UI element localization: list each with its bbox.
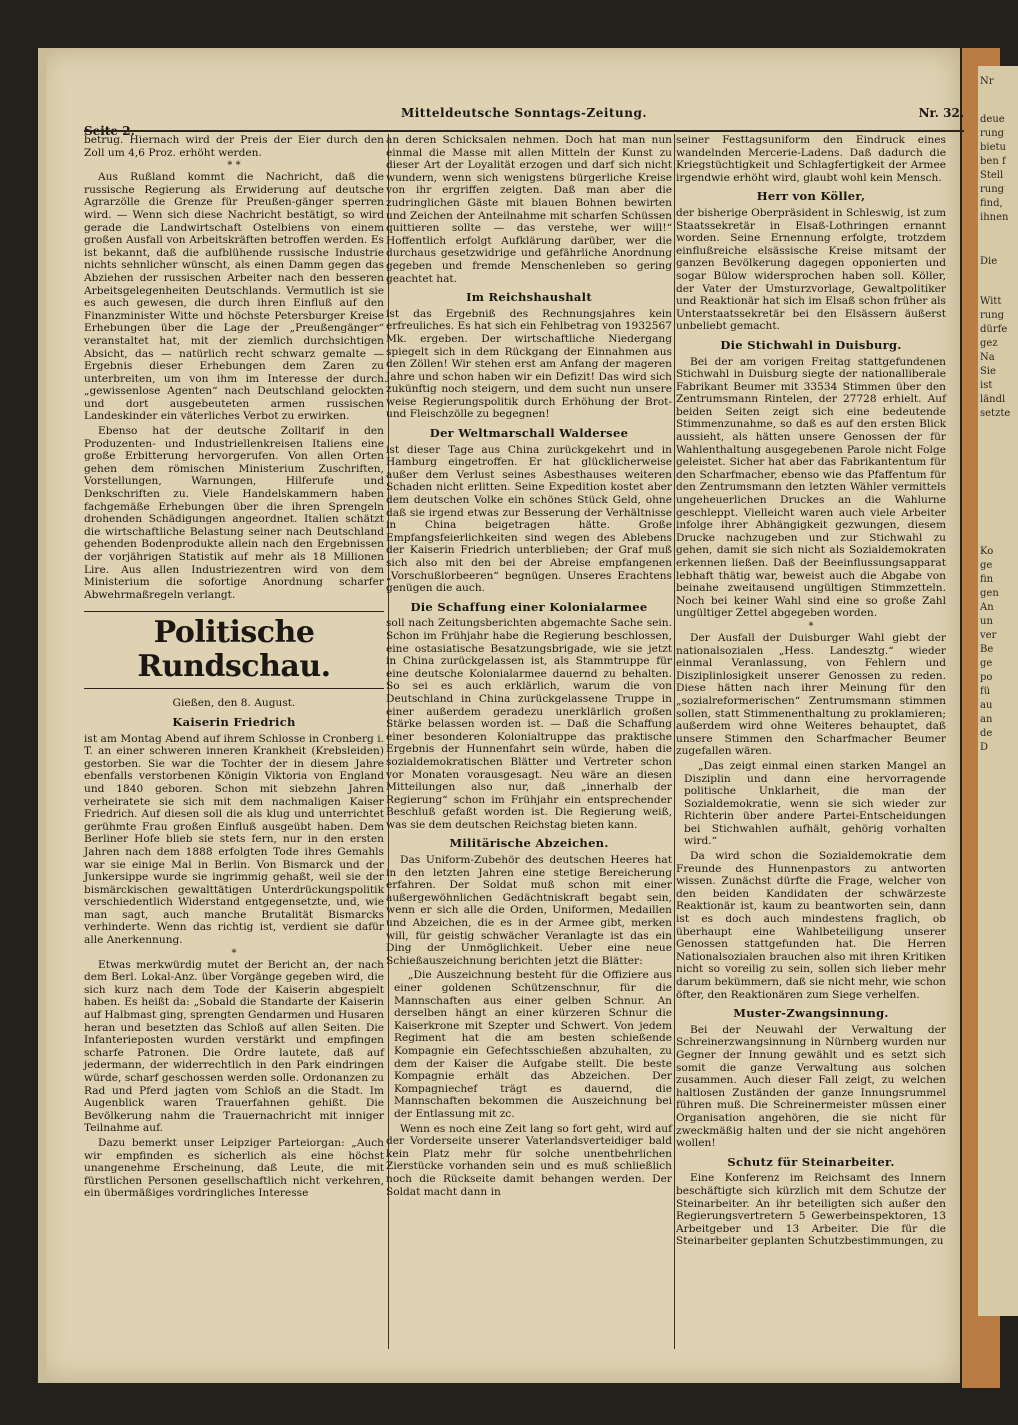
adjacent-page-fragment: An — [980, 602, 994, 613]
article-heading: Militärische Abzeichen. — [449, 836, 609, 851]
adjacent-page-fragment: rung — [980, 184, 1005, 195]
paragraph: Der Ausfall der Duisburger Wahl giebt der nationalsozialen „Hess. Landesztg.“ wieder einmal Veranlassung, von Fehlern und Disziplinlosigkeit unserer Genossen zu reden. Diese hätten nach ihrer Meinung für den „sozialreformerischen“ Zentrumsmann stimmen sollen, statt Stimmenenthaltung zu proklamieren; außerdem wird ohne Weiteres behauptet, daß unsere Stimmen den Scharfmacher Beumer zugefallen wären. — [676, 631, 946, 758]
quoted-paragraph: „Das zeigt einmal einen starken Mangel an Disziplin und dann eine hervorragende politische Unklarheit, die man der Sozialdemokratie, wenn sie sich wieder zur Richterin über andere Partei-Entscheidungen bei Stichwahlen aufhält, gehörig vorhalten wird.“ — [684, 759, 946, 848]
adjacent-page-fragment: fin — [980, 574, 994, 585]
paragraph: ist am Montag Abend auf ihrem Schlosse in Cronberg i. T. an einer schweren inneren Krankheit (Krebsleiden) gestorben. Sie war die Tochter der in diesem Jahre ebenfalls verstorbenen Königin Viktoria von England und 1840 geboren. Schon mit siebzehn Jahren verheiratete sie sich mit dem nachmaligen Kaiser Friedrich. Auf diesen soll die als klug und unterrichtet gerühmte Frau großen Einfluß ausgeübt haben. Dem Berliner Hofe blieb sie stets fern, nur in den ersten Jahren nach dem 1888 erfolgten Tode ihres Gemahls war sie einige Mal in Berlin. Von Bismarck und der Junkersippe wurde sie ingrimmig gehaßt, weil sie der bismärckischen gewalttätigen Unterdrückungspolitik verschiedentlich Widerstand entgegensetzte, und, wie man sagt, auch manche Brutalität Bismarcks verhinderte. Wenn das richtig ist, verdient sie dafür alle Anerkennung. — [84, 732, 384, 947]
paragraph: ist dieser Tage aus China zurückgekehrt und in Hamburg eingetroffen. Er hat glücklicherweise außer dem Verlust seines Asbesthauses weiteren Schaden nicht erlitten. Seine Expedition kostet aber dem deutschen Volke ein schönes Stück Geld, ohne daß sie irgend etwas zur Besserung der Verhältnisse in China beigetragen hätte. Große Empfangsfeierlichkeiten sind wegen des Ablebens der Kaiserin Friedrich unterblieben; der Graf muß sich also mit den bei der Abreise empfangenen „Vorschußlorbeeren“ begnügen. Unseres Erachtens genügen die auch. — [386, 443, 672, 595]
separator-asterisks: * * — [227, 160, 241, 172]
paragraph: betrug. Hiernach wird der Preis der Eier durch den Zoll um 4,6 Proz. erhöht werden. — [84, 134, 384, 159]
dateline: Gießen, den 8. August. — [172, 697, 296, 710]
adjacent-page-fragment: ge — [980, 560, 993, 571]
paragraph: Eine Konferenz im Reichsamt des Innern beschäftigte sich kürzlich mit dem Schutze der Steinarbeiter. An ihr beteiligten sich außer den Regierungsvertretern 5 Gewerbeinspektoren, 13 Arbeitgeber und 13 Arbeiter. Die für die Steinarbeiter geplanten Schutzbestimmungen, zu — [676, 1172, 946, 1248]
adjacent-page-fragment: gen — [980, 588, 999, 599]
separator-asterisk: * — [231, 947, 237, 959]
separator-asterisk: * — [808, 620, 814, 632]
adjacent-page-fragment: un — [980, 616, 993, 627]
adjacent-page-fragment: Be — [980, 644, 994, 655]
adjacent-page-fragment: dürfe — [980, 324, 1008, 335]
paragraph: Aus Rußland kommt die Nachricht, daß die russische Regierung als Erwiderung auf deutsche Agrarzölle die Grenze für Preußen-gänger sperren wird. — Wenn sich diese Nachricht bestätigt, so wird gerade die Landwirtschaft Ostelbiens von einem großen Ausfall von Arbeitskräften betroffen werden. Es ist bekannt, daß die aufblühende russische Industrie nichts sehnlicher wünscht, als einen Damm gegen das Abziehen der russischen Arbeiter nach den besseren Arbeitsgelegenheiten Deutschlands. Vermutlich ist sie es auch gewesen, die durch ihren Einfluß auf den Finanzminister Witte und höchste Petersburger Kreise Erhebungen über die Lage der „Preußengänger“ veranstaltet hat, mit der ziemlich durchsichtigen Absicht, das — natürlich recht schwarz gemalte — Ergebnis dieser Erhebungen dem Zaren zu unterbreiten, um von ihm im Interesse der durch „gewissenlose Agenten“ nach Deutschland gelockten und dort ausgebeuteten armen russischen Landeskinder ein väterliches Verbot zu erwirken. — [84, 171, 384, 423]
adjacent-page-fragment: setzte — [980, 408, 1011, 419]
column-1 — [84, 134, 384, 1202]
paragraph: an deren Schicksalen nehmen. Doch hat man nun einmal die Masse mit allen Mitteln der Kunst zu dieser Art der Loyalität erzogen und darf sich nicht wundern, wenn sich wenigstens bürgerliche Kreise von ihr ergriffen zeigten. Daß man aber die zudringlichen Gäste mit blauen Bohnen bewirten und Zeichen der Anteilnahme mit scharfen Schüssen quittieren sollte — das verstehe, wer will!“ Hoffentlich erfolgt Aufklärung darüber, wer die durchaus gesetzwidrige und gefährliche Anordnung gegeben und fremde Menschenleben so gering geachtet hat. — [386, 134, 672, 285]
paragraph: Ebenso hat der deutsche Zolltarif in den Produzenten- und Industriellenkreisen Italiens eine große Erbitterung hervorgerufen. Von allen Orten gehen dem römischen Ministerium Zuschriften, Vorstellungen, Warnungen, Hilferufe und Denkschriften zu. Viele Handelskammern haben fachgemäße Erhebungen über die ihren Sprengeln drohenden Schädigungen angeordnet. Italien schätzt die wirtschaftliche Belastung seiner nach Deutschland gehenden Bodenprodukte allein nach den Ergebnissen der vorjährigen Statistik auf mehr als 18 Millionen Lire. Aus allen Industriezentren wird von dem Ministerium die sofortige Anordnung scharfer Abwehrmaßregeln verlangt. — [84, 425, 384, 601]
adjacent-page-fragment: ver — [980, 630, 997, 641]
page-binding-edge — [38, 48, 46, 1383]
paragraph: Wenn es noch eine Zeit lang so fort geht, wird auf der Vorderseite unserer Vaterlandsverteidiger bald kein Platz mehr für solche unentbehrlichen Zierstücke vorhanden sein und es muß schließlich noch die Rückseite damit behangen werden. Der Soldat macht dann in — [386, 1122, 672, 1198]
paragraph: soll nach Zeitungsberichten abgemachte Sache sein. Schon im Frühjahr habe die Regierung beschlossen, eine ostasiatische Besatzungsbrigade, wie sie jetzt in China zurückgelassen ist, als Stammtruppe für eine deutsche Kolonialarmee dauernd zu behalten. So sei es auch erklärlich, warum die von Deutschland in China zurückgelassene Truppe in einer außerdem geradezu unerklärlich großen Stärke belassen worden ist. — Daß die Schaffung einer besonderen Kolonialtruppe das praktische Ergebnis der Hunnenfahrt sein würde, haben die sozialdemokratischen Blätter und Vertreter schon vor Monaten vorausgesagt. Neu wäre an diesen Mitteilungen also nur, daß „innerhalb der Regierung“ schon im Frühjahr ein entsprechender Beschluß gefaßt worden ist. Die Regierung weiß, was sie dem deutschen Reichstag bieten kann. — [386, 617, 672, 831]
adjacent-page-fragment: Witt — [980, 296, 1002, 307]
paragraph: der bisherige Oberpräsident in Schleswig, ist zum Staatssekretär in Elsaß-Lothringen ernannt worden. Seine Ernennung erfolgte, trotzdem einflußreiche elsässische Kreise mitsamt der ganzen Bevölkerung dagegen opponierten und sogar Bülow widersprochen haben soll. Köller, der Vater der Umsturzvorlage, Gewaltpolitiker und Reaktionär hat sich im Elsaß schon früher als Unterstaatssekretär bei den Elsässern äußerst unbeliebt gemacht. — [676, 206, 946, 333]
article-heading: Die Schaffung einer Kolonialarmee — [410, 599, 648, 614]
article-heading: Der Weltmarschall Waldersee — [429, 426, 629, 441]
adjacent-page-fragment: ländl — [980, 394, 1006, 405]
adjacent-page-fragment: Na — [980, 352, 995, 363]
paragraph: ist das Ergebniß des Rechnungsjahres kein erfreuliches. Es hat sich ein Fehlbetrag von 1932567 Mk. ergeben. Der wirtschaftliche Niedergang spiegelt sich in dem Rückgang der Einnahmen aus den Zöllen! Wir stehen erst am Anfang der mageren Jahre und schon haben wir ein Defizit! Das wird sich zukünftig noch steigern, und dem sucht nun unsere weise Regierungspolitik durch Erhöhung der Brot- und Fleischzölle zu begegnen! — [386, 307, 672, 421]
paragraph: Das Uniform-Zubehör des deutschen Heeres hat in den letzten Jahren eine stetige Bereicherung erfahren. Der Soldat muß schon mit einer außergewöhnlichen Gedächtniskraft begabt sein, wenn er sich alle die Orden, Uniformen, Medaillen und Abzeichen, die es in der Armee gibt, merken will, für geistig schwächer Veranlagte ist das ein Ding der Unmöglichkeit. Ueber eine neue Schießauszeichnung berichten jetzt die Blätter: — [386, 854, 672, 967]
article-heading: Kaiserin Friedrich — [172, 714, 296, 729]
adjacent-page-fragment: Nr — [980, 76, 994, 87]
column-divider — [674, 134, 675, 1349]
adjacent-page-strip — [978, 66, 1018, 1316]
paragraph: seiner Festtagsuniform den Eindruck eines wandelnden Mercerie-Ladens. Daß dadurch die Kriegstüchtigkeit und Schlagfertigkeit der Armee irgendwie erhöht wird, glaubt wohl kein Mensch. — [676, 134, 946, 184]
header-rule — [84, 130, 964, 132]
adjacent-page-fragment: de — [980, 728, 993, 739]
page-header — [84, 58, 964, 138]
adjacent-page-fragment: Die — [980, 256, 998, 267]
paragraph: Etwas merkwürdig mutet der Bericht an, der nach dem Berl. Lokal-Anz. über Vorgänge gegeben wird, die sich kurz nach dem Tode der Kaiserin abgespielt haben. Es heißt da: „Sobald die Standarte der Kaiserin auf Halbmast ging, sprengten Gendarmen und Husaren heran und besetzten das Schloß auf allen Seiten. Die Infanterieposten wurden verstärkt und empfingen scharfe Patronen. Die Ordre lautete, daß auf jedermann, der widerrechtlich in den Park eindringen würde, scharf geschossen werden solle. Ordonanzen zu Rad und Pferd jagten vom Schloß an die Stadt. Im Augenblick waren Trauerfahnen gehißt. Die Bevölkerung nahm die Trauernachricht mit inniger Teilnahme auf. — [84, 958, 384, 1135]
adjacent-page-fragment: find, — [980, 198, 1003, 209]
adjacent-page-fragment: fü — [980, 686, 991, 697]
adjacent-page-fragment: po — [980, 672, 993, 683]
column-3 — [676, 134, 946, 1250]
adjacent-page-fragment: ge — [980, 658, 993, 669]
paragraph: Bei der am vorigen Freitag stattgefundenen Stichwahl in Duisburg siegte der nationalliberale Fabrikant Beumer mit 33534 Stimmen über den Zentrumsmann Rintelen, der 27728 erhielt. Auf beiden Seiten zeigt sich eine bedeutende Stimmenzunahme, so daß es auf den ersten Blick aussieht, als hätten unsere Genossen der für Wahlenthaltung ausgegebenen Parole nicht Folge geleistet. Sicher hat aber das Fabrikantentum für den Scharfmacher, ebenso wie das Pfaffentum für den Zentrumsmann den letzten Wähler vermittels ungeheuerlichen Druckes an die Wahlurne geschleppt. Vielleicht waren auch viele Arbeiter infolge ihrer Abhängigkeit gezwungen, diesem Drucke nachzugeben und zur Stichwahl zu gehen, damit sie sich nicht als Sozialdemokraten erkennen ließen. Daß der Beeinflussungsapparat lebhaft thätig war, beweist auch die Abgabe von beinahe zweitausend ungültigen Stimmzetteln. Noch bei keiner Wahl sind eine so große Zahl ungültiger Zettel abgegeben worden. — [676, 355, 946, 620]
adjacent-page-fragment: Stell — [980, 170, 1004, 181]
adjacent-page-fragment: ben f — [980, 156, 1006, 167]
article-heading: Schutz für Steinarbeiter. — [727, 1154, 895, 1169]
article-heading: Muster-Zwangsinnung. — [733, 1006, 889, 1021]
section-title: Politische Rundschau. — [84, 611, 384, 689]
adjacent-page-fragment: D — [980, 742, 989, 753]
article-heading: Herr von Köller, — [756, 189, 866, 204]
adjacent-page-fragment: ist — [980, 380, 993, 391]
paragraph: Dazu bemerkt unser Leipziger Parteiorgan: „Auch wir empfinden es sicherlich als eine höchst unangenehme Erscheinung, daß Leute, die mit fürstlichen Personen gesellschaftlich nicht verkehren, ein übermäßiges vordringliches Interesse — [84, 1136, 384, 1200]
article-heading: Im Reichshaushalt — [466, 290, 592, 305]
article-heading: Die Stichwahl in Duisburg. — [720, 337, 902, 352]
adjacent-page-fragment: an — [980, 714, 993, 725]
newspaper-title: Mitteldeutsche Sonntags-Zeitung. — [400, 106, 648, 120]
adjacent-page-fragment: gez — [980, 338, 998, 349]
adjacent-page-fragment: deue — [980, 114, 1005, 125]
adjacent-page-fragment: Ko — [980, 546, 994, 557]
page-number: Seite 2. — [84, 124, 135, 138]
adjacent-page-fragment: Sie — [980, 366, 996, 377]
issue-number: Nr. 32. — [918, 106, 964, 120]
adjacent-page-edge — [962, 48, 1011, 1388]
adjacent-page-fragment: rung — [980, 128, 1005, 139]
paragraph: Bei der Neuwahl der Verwaltung der Schreinerzwangsinnung in Nürnberg wurden nur Gegner der Innung gewählt und es setzt sich somit die ganze Verwaltung aus solchen zusammen. Auch dieser Fall zeigt, zu welchen haltlosen Zuständen der ganze Innungsrummel führen muß. Die Schreinermeister müssen einer Organisation angehören, die sie nicht für zweckmäßig halten und der sie nicht angehören wollen! — [676, 1023, 946, 1150]
adjacent-page-fragment: rung — [980, 310, 1005, 321]
quoted-paragraph: „Die Auszeichnung besteht für die Offiziere aus einer goldenen Schützenschnur, für die Mannschaften aus einer gelben Schnur. An derselben hängt an einer kürzeren Schnur die Kaiserkrone mit Szepter und Schwert. Von jedem Regiment hat die am besten schießende Kompagnie ein Gefechtsschießen abzuhalten, zu dem der Kaiser die Aufgabe stellt. Die beste Kompagnie erhält das Abzeichen. Der Kompagniechef trägt es dauernd, die Mannschaften bekommen die Auszeichnung bei der Entlassung mit zc. — [394, 969, 672, 1120]
adjacent-page-fragment: au — [980, 700, 993, 711]
adjacent-page-fragment: bietu — [980, 142, 1006, 153]
paragraph: Da wird schon die Sozialdemokratie dem Freunde des Hunnenpastors zu antworten wissen. Zunächst dürfte die Frage, welcher von den beiden Kandidaten der schwärzeste Reaktionär ist, kaum zu beantworten sein, dann ist es doch auch mindestens fraglich, ob überhaupt eine Wahlbeteiligung unserer Genossen stattgefunden hat. Die Herren Nationalsozialen brauchen also mit ihren Kritiken nicht so voreilig zu sein, sollen sich lieber mehr darum bekümmern, daß sie nicht mehr, wie schon öfter, den Reaktionären zum Siege verhelfen. — [676, 850, 946, 1001]
adjacent-page-fragment: ihnen — [980, 212, 1009, 223]
column-2 — [386, 134, 672, 1200]
